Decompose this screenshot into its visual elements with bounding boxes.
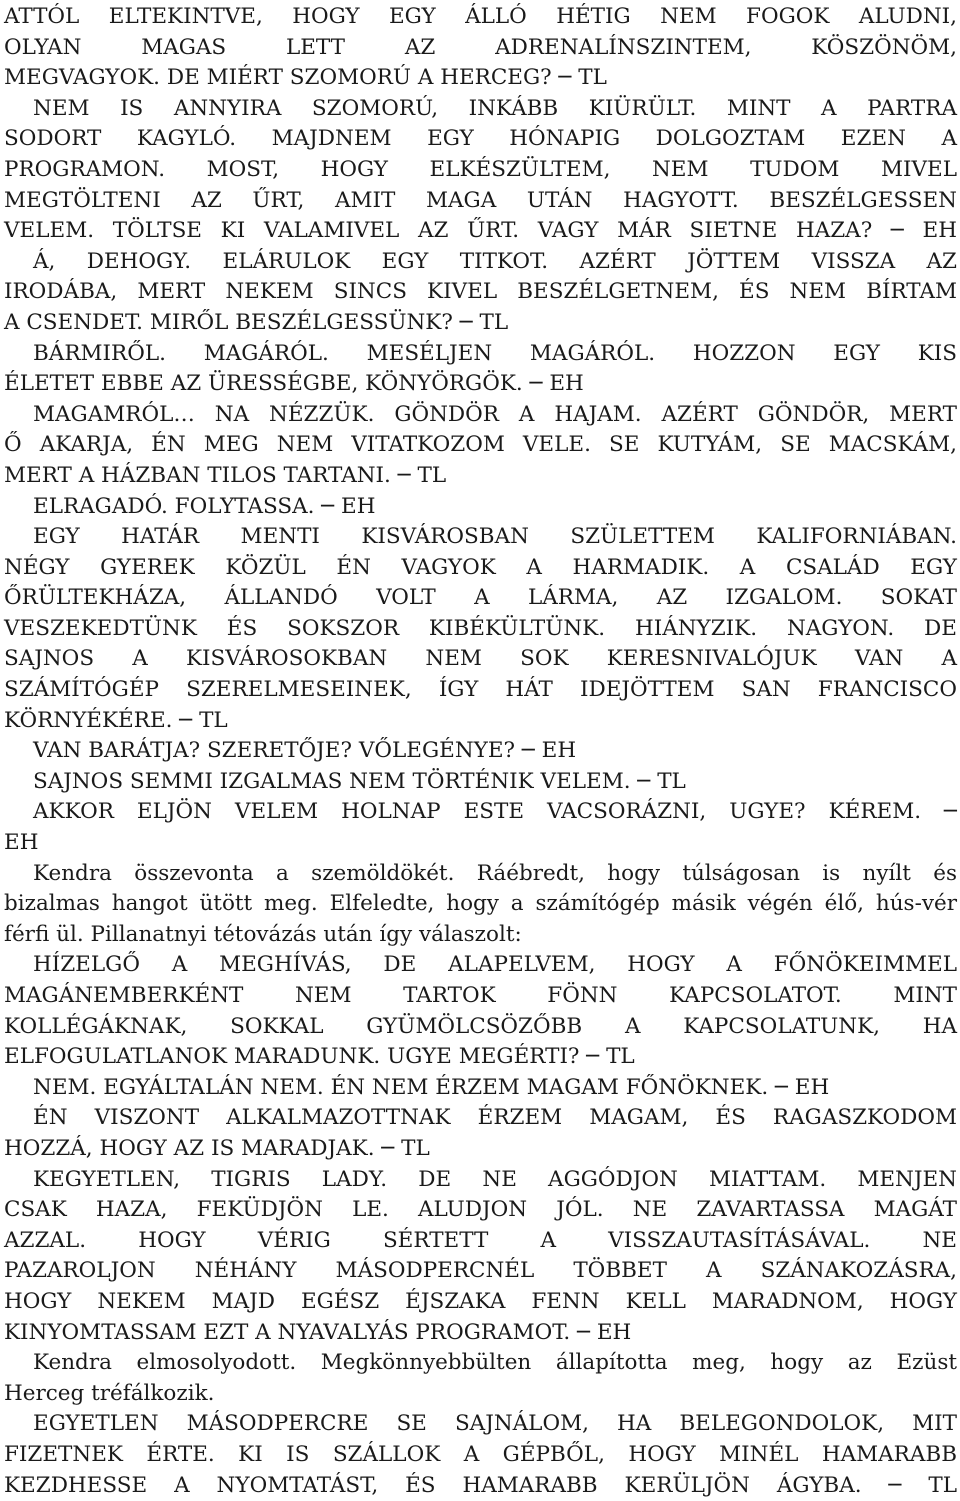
text-line: PAZAROLJON NÉHÁNY MÁSODPERCNÉL TÖBBET A SZÁNAKOZÁSRA, [4, 1258, 957, 1284]
text-line: KINYOMTASSAM EZT A NYAVALYÁS PROGRAMOT. ─ EH [4, 1319, 632, 1345]
text-line: SAJNOS SEMMI IZGALMAS NEM TÖRTÉNIK VELEM. ─ TL [33, 768, 686, 794]
text-line: Kendra összevonta a szemöldökét. Ráébredt, hogy túlságosan is nyílt és [33, 860, 957, 886]
text-line: KÖRNYÉKÉRE. ─ TL [4, 707, 228, 733]
text-line: VESZEKEDTÜNK ÉS SOKSZOR KIBÉKÜLTÜNK. HIÁNYZIK. NAGYON. DE [4, 615, 957, 641]
text-line: KEGYETLEN, TIGRIS LADY. DE NE AGGÓDJON MIATTAM. MENJEN [33, 1166, 957, 1192]
text-line: EH [4, 830, 39, 856]
text-line: VELEM. TÖLTSE KI VALAMIVEL AZ ŰRT. VAGY MÁR SIETNE HAZA? ─ EH [4, 218, 957, 244]
text-line: SODORT KAGYLÓ. MAJDNEM EGY HÓNAPIG DOLGOZTAM EZEN A [4, 126, 957, 152]
text-line: AKKOR ELJÖN VELEM HOLNAP ESTE VACSORÁZNI, UGYE? KÉREM. ─ [33, 799, 957, 825]
text-line: VAN BARÁTJA? SZERETŐJE? VŐLEGÉNYE? ─ EH [33, 738, 577, 764]
text-line: ATTÓL ELTEKINTVE, HOGY EGY ÁLLÓ HÉTIG NEM FOGOK ALUDNI, [4, 4, 957, 29]
text-line: FIZETNEK ÉRTE. KI IS SZÁLLOK A GÉPBŐL, HOGY MINÉL HAMARABB [4, 1441, 957, 1467]
text-line: KOLLÉGÁKNAK, SOKKAL GYÜMÖLCSÖZŐBB A KAPCSOLATUNK, HA [4, 1013, 957, 1039]
text-line: NÉGY GYEREK KÖZÜL ÉN VAGYOK A HARMADIK. A CSALÁD EGY [4, 554, 957, 580]
text-line: Herceg tréfálkozik. [4, 1380, 215, 1406]
text-line: HOZZÁ, HOGY AZ IS MARADJAK. ─ TL [4, 1135, 430, 1161]
text-line: PROGRAMON. MOST, HOGY ELKÉSZÜLTEM, NEM TUDOM MIVEL [4, 156, 957, 182]
text-line: MAGÁNEMBERKÉNT NEM TARTOK FÖNN KAPCSOLATOT. MINT [4, 983, 957, 1008]
document-text-body [4, 2, 957, 1501]
text-line: NEM. EGYÁLTALÁN NEM. ÉN NEM ÉRZEM MAGAM FŐNÖKNEK. ─ EH [33, 1074, 830, 1100]
text-line: SAJNOS A KISVÁROSOKBAN NEM SOK KERESNIVALÓJUK VAN A [4, 646, 957, 672]
text-line: Kendra elmosolyodott. Megkönnyebbülten állapította meg, hogy az Ezüst [33, 1350, 957, 1376]
text-line: ŐRÜLTEKHÁZA, ÁLLANDÓ VOLT A LÁRMA, AZ IZGALOM. SOKAT [4, 585, 957, 611]
text-line: EGY HATÁR MENTI KISVÁROSBAN SZÜLETTEM KALIFORNIÁBAN. [33, 524, 957, 550]
text-line: KEZDHESSE A NYOMTATÁST, ÉS HAMARABB KERÜLJÖN ÁGYBA. ─ TL [4, 1472, 957, 1498]
text-line: NEM IS ANNYIRA SZOMORÚ, INKÁBB KIÜRÜLT. MINT A PARTRA [33, 95, 957, 121]
text-line: IRODÁBA, MERT NEKEM SINCS KIVEL BESZÉLGETNEM, ÉS NEM BÍRTAM [4, 279, 957, 305]
text-line: ELFOGULATLANOK MARADUNK. UGYE MEGÉRTI? ─ TL [4, 1044, 635, 1070]
text-line: ÉLETET EBBE AZ ÜRESSÉGBE, KÖNYÖRGÖK. ─ EH [4, 371, 584, 397]
text-line: Á, DEHOGY. ELÁRULOK EGY TITKOT. AZÉRT JÖTTEM VISSZA AZ [33, 248, 957, 274]
text-line: ELRAGADÓ. FOLYTASSA. ─ EH [33, 493, 376, 519]
text-line: CSAK HAZA, FEKÜDJÖN LE. ALUDJON JÓL. NE ZAVARTASSA MAGÁT [4, 1197, 957, 1223]
text-line: férfi ül. Pillanatnyi tétovázás után így válaszolt: [4, 921, 522, 947]
text-line: MEGTÖLTENI AZ ŰRT, AMIT MAGA UTÁN HAGYOTT. BESZÉLGESSEN [4, 187, 957, 213]
text-line: MAGAMRÓL… NA NÉZZÜK. GÖNDÖR A HAJAM. AZÉRT GÖNDÖR, MERT [33, 401, 957, 427]
text-line: ÉN VISZONT ALKALMAZOTTNAK ÉRZEM MAGAM, ÉS RAGASZKODOM [33, 1105, 957, 1131]
text-line: OLYAN MAGAS LETT AZ ADRENALÍNSZINTEM, KÖSZÖNÖM, [4, 34, 957, 60]
text-line: HÍZELGŐ A MEGHÍVÁS, DE ALAPELVEM, HOGY A FŐNÖKEIMMEL [33, 952, 957, 978]
text-line: HOGY NEKEM MAJD EGÉSZ ÉJSZAKA FENN KELL MARADNOM, HOGY [4, 1288, 957, 1314]
text-line: BÁRMIRŐL. MAGÁRÓL. MESÉLJEN MAGÁRÓL. HOZZON EGY KIS [33, 340, 957, 366]
text-line: AZZAL. HOGY VÉRIG SÉRTETT A VISSZAUTASÍTÁSÁVAL. NE [4, 1227, 957, 1253]
text-line: SZÁMÍTÓGÉP SZERELMESEINEK, ÍGY HÁT IDEJÖTTEM SAN FRANCISCO [4, 677, 957, 703]
text-line: bizalmas hangot ütött meg. Elfeledte, hogy a számítógép másik végén élő, hús-vér [4, 891, 957, 917]
text-line: EGYETLEN MÁSODPERCRE SE SAJNÁLOM, HA BELEGONDOLOK, MIT [33, 1411, 957, 1437]
text-line: MEGVAGYOK. DE MIÉRT SZOMORÚ A HERCEG? ─ TL [4, 65, 607, 91]
text-line: A CSENDET. MIRŐL BESZÉLGESSÜNK? ─ TL [4, 309, 509, 335]
text-line: MERT A HÁZBAN TILOS TARTANI. ─ TL [4, 462, 447, 488]
text-line: Ő AKARJA, ÉN MEG NEM VITATKOZOM VELE. SE KUTYÁM, SE MACSKÁM, [4, 432, 957, 458]
